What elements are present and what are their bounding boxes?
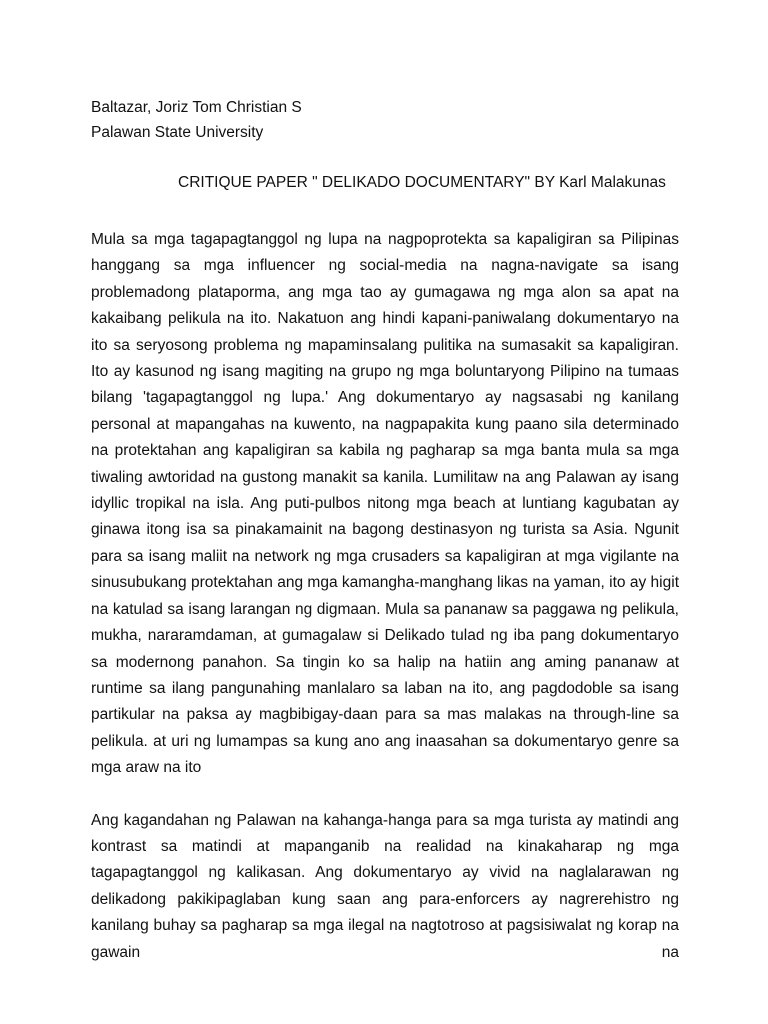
author-name: Baltazar, Joriz Tom Christian S [91, 99, 302, 116]
body-paragraph-2: Ang kagandahan ng Palawan na kahanga-hanga para sa mga turista ay matindi ang kontrast sa matindi at mapanganib na realidad na kinakaharap ng mga tagapagtanggol ng kalikasan. Ang dokumentaryo ay vivid na naglalarawan ng delikadong pakikipaglaban kung saan ang para-enforcers ay nagrerehistro ng kanilang buhay sa pagharap sa mga ilegal na nagtotroso at pagsisiwalat ng korap na gawain na [91, 811, 679, 961]
institution-name: Palawan State University [91, 124, 264, 141]
body-paragraph-1: Mula sa mga tagapagtanggol ng lupa na nagpoprotekta sa kapaligiran sa Pilipinas hanggang sa mga influencer ng social-media na nagna-navigate sa isang problemadong plataporma, ang mga tao ay gumagawa ng mga alon sa apat na kakaibang pelikula na ito. Nakatuon ang hindi kapani-paniwalang dokumentaryo na ito sa seryosong problema ng mapaminsalang pulitika na sumasakit sa kapaligiran. Ito ay kasunod ng isang magiting na grupo ng mga boluntaryong Pilipino na tumaas bilang 'tagapagtanggol ng lupa.' Ang dokumentaryo ay nagsasabi ng kanilang personal at mapangahas na kuwento, na nagpapakita kung paano sila determinado na protektahan ang kapaligiran sa kabila ng pagharap sa mga banta mula sa mga tiwaling awtoridad na gustong manakit sa kanila. Lumilitaw na ang Palawan ay isang idyllic tropikal na isla. Ang puti-pulbos nitong mga beach at luntiang kagubatan ay ginawa itong isa sa pinakamainit na bagong destinasyon ng turista sa Asia. Ngunit para sa isang maliit na network ng mga crusaders sa kapaligiran at mga vigilante na sinusubukang protektahan ang mga kamangha-manghang likas na yaman, ito ay higit na katulad sa isang larangan ng digmaan. Mula sa pananaw sa paggawa ng pelikula, mukha, nararamdaman, at gumagalaw si Delikado tulad ng iba pang dokumentaryo sa modernong panahon. Sa tingin ko sa halip na hatiin ang aming pananaw at runtime sa ilang pangunahing manlalaro sa laban na ito, ang pagdodoble sa isang partikular na paksa ay magbibigay-daan para sa mas malakas na through-line sa pelikula. at uri ng lumampas sa kung ano ang inaasahan sa dokumentaryo genre sa mga araw na ito [91, 231, 679, 777]
document-title: CRITIQUE PAPER " DELIKADO DOCUMENTARY" BY Karl Malakunas [178, 174, 666, 191]
